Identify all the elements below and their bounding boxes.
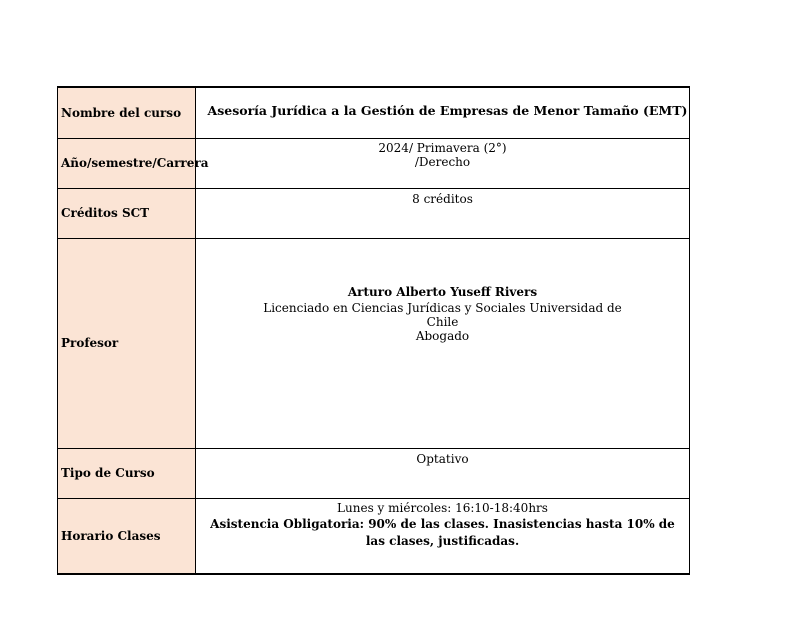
course-name-value: Asesoría Jurídica a la Gestión de Empresas de Menor Tamaño (EMT) xyxy=(207,103,688,118)
schedule-label: Horario Clases xyxy=(58,498,196,574)
professor-degree-line1: Licenciado en Ciencias Jurídicas y Sociales Universidad de xyxy=(263,300,622,315)
row-course-type xyxy=(58,448,690,498)
row-period xyxy=(58,138,690,188)
period-label: Año/semestre/Carrera xyxy=(58,138,196,188)
course-type-value: Optativo xyxy=(416,451,469,466)
period-value-line2: /Derecho xyxy=(414,154,471,169)
professor-label: Profesor xyxy=(58,238,196,448)
attendance-note: Asistencia Obligatoria: 90% de las clases. Inasistencias hasta 10% de las clases, justificadas. xyxy=(210,516,675,548)
course-name-label: Nombre del curso xyxy=(58,87,196,138)
professor-info xyxy=(196,239,689,343)
credits-label: Créditos SCT xyxy=(58,188,196,238)
credits-value: 8 créditos xyxy=(412,191,473,206)
professor-name: Arturo Alberto Yuseff Rivers xyxy=(347,284,538,299)
professor-degree-line2: Chile xyxy=(426,314,459,329)
course-info-table xyxy=(57,86,690,575)
row-schedule xyxy=(58,498,690,574)
period-value-line1: 2024/ Primavera (2°) xyxy=(378,140,507,155)
course-type-label: Tipo de Curso xyxy=(58,448,196,498)
row-professor xyxy=(58,238,690,448)
row-credits xyxy=(58,188,690,238)
schedule-value: Lunes y miércoles: 16:10-18:40hrs xyxy=(337,500,548,515)
professor-title: Abogado xyxy=(415,328,470,343)
row-course-name xyxy=(58,87,690,138)
